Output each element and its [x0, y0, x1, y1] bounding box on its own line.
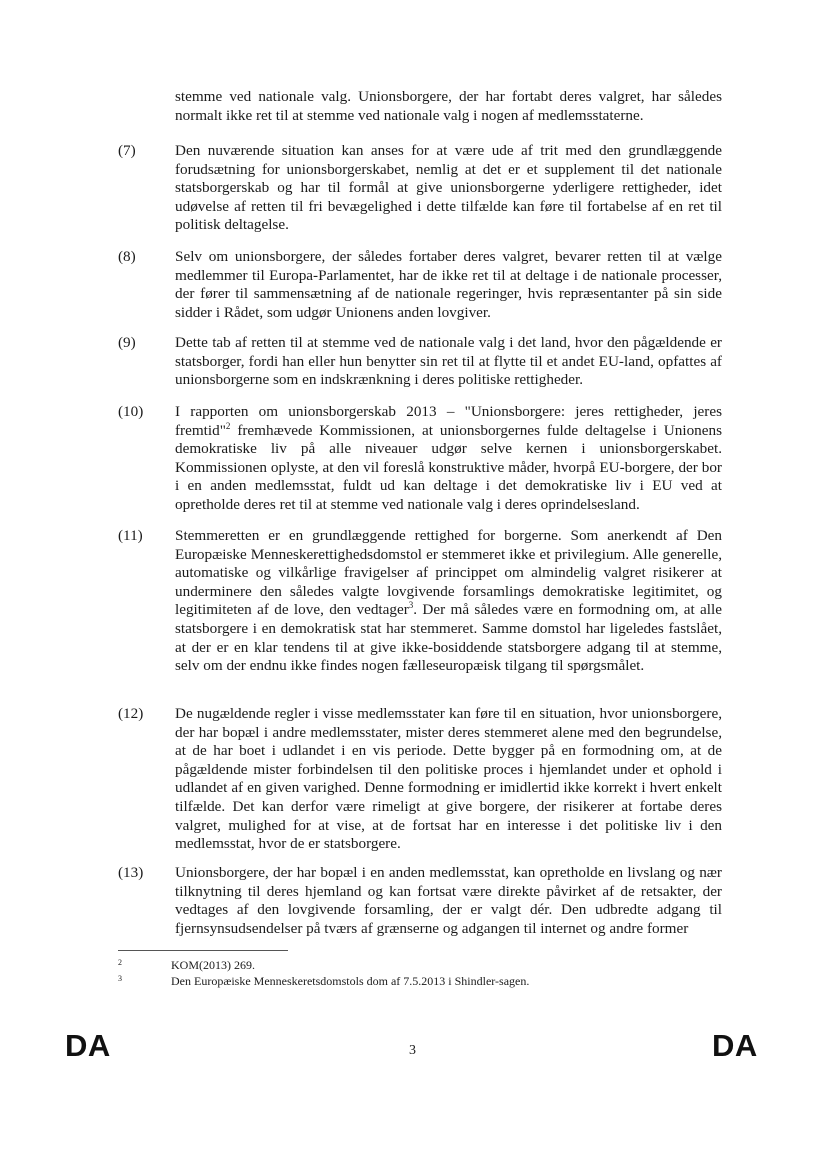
- page-number: 3: [409, 1043, 416, 1058]
- language-code-right: DA: [712, 1028, 758, 1063]
- recital-text: Den nuværende situation kan anses for at være ude af trit med den grundlæggende forudsætning for unionsborgerskabet, nemlig at det er et supplement til det nationale statsborgerskab og har til formål at give unionsborgerne yderligere rettigheder, idet udøvelse af retten til fri bevægelighed i dette tilfælde kan føre til fortabelse af en ret til politisk deltagelse.: [175, 142, 722, 234]
- footnote-number: 3: [118, 974, 122, 983]
- recital-text-part: fremhævede Kommissionen, at unionsborgernes fulde deltagelse i Unionens demokratiske liv på alle niveauer udgør selve kernen i unionsborgerskabet. Kommissionen oplyste, at den vil foreslå konstruktive måder, hvorpå EU-borgere, der bor i en anden medlemsstat, fuldt ud kan deltage i det demokratiske liv i EU ved at opretholde deres ret til at stemme ved nationale valg i deres oprindelsesland.: [175, 421, 722, 513]
- footnote-ref-2[interactable]: 2: [225, 420, 231, 431]
- recital-7: [118, 142, 722, 235]
- recital-number: (9): [118, 334, 136, 351]
- footnote-text: Den Europæiske Menneskeretsdomstols dom af 7.5.2013 i Shindler-sagen.: [171, 974, 530, 988]
- recital-number: (13): [118, 864, 144, 881]
- recital-text: De nugældende regler i visse medlemsstater kan føre til en situation, hvor unionsborgere, der har bopæl i andre medlemsstater, mister deres stemmeret alene med den begrundelse, at de har boet i udlandet i en vis periode. Dette bygger på en formodning om, at de pågældende mister forbindelsen til den politiske proces i hjemlandet under et ophold i udlandet af en given varighed. Denne formodning er imidlertid ikke korrekt i hvert enkelt tilfælde. Det kan derfor være rimeligt at give borgere, der risikerer at fortabe deres valgret, mulighed for at vise, at de fortsat har en interesse i det politiske liv i den medlemsstat, hvor de er statsborgere.: [175, 705, 722, 853]
- recital-10: [118, 403, 722, 515]
- footnote-ref-3[interactable]: 3: [408, 600, 414, 611]
- recital-text: Dette tab af retten til at stemme ved de nationale valg i det land, hvor den pågældende er statsborger, fordi han eller hun benytter sin ret til at flytte til et andet EU-land, opfattes af unionsborgerne som en indskrænkning i deres politiske rettigheder.: [175, 334, 722, 389]
- recital-11: [118, 527, 722, 676]
- footnote-2: [118, 958, 718, 973]
- recital-text: Selv om unionsborgere, der således fortaber deres valgret, bevarer retten til at vælge medlemmer til Europa-Parlamentet, har de ikke ret til at deltage i de nationale processer, der fører til sammensætning af de nationale regeringer, hvis repræsentanter på sin side sidder i Rådet, som udgør Unionens anden lovgiver.: [175, 248, 722, 321]
- recital-text: [175, 403, 722, 515]
- footnote-text: KOM(2013) 269.: [171, 958, 255, 972]
- recital-number: (7): [118, 142, 136, 159]
- recital-text-part: . Der må således være en formodning om, at alle statsborgere i en demokratisk stat har stemmeret. Samme domstol har ligeledes fastslået, at der er en klar tendens til at give ikke-bosiddende statsborgere adgang til at stemme, selv om der endnu ikke findes nogen fælleseuropæisk tilgang til spørgsmålet.: [175, 601, 722, 675]
- recital-text: [175, 527, 722, 676]
- language-code-left: DA: [65, 1028, 111, 1063]
- recital-8: [118, 248, 722, 322]
- footnote-number: 2: [118, 958, 122, 967]
- recital-text-part: I rapporten om unionsborgerskab 2013 – "Unionsborgere: jeres rettigheder, jeres fremtid": [175, 403, 722, 439]
- recital-9: [118, 334, 722, 390]
- recital-13: [118, 864, 722, 938]
- recital-number: (8): [118, 248, 136, 265]
- recital-number: (10): [118, 403, 144, 420]
- recital-12: [118, 705, 722, 854]
- footnote-3: [118, 974, 718, 989]
- footnote-separator: [118, 950, 288, 951]
- recital-text-part: Stemmeretten er en grundlæggende rettighed for borgerne. Som anerkendt af Den Europæiske Menneskerettighedsdomstol er stemmeret ikke et privilegium. Alle generelle, automatiske og vilkårlige fravigelser af princippet om almindelig valgret risikerer at underminere den således valgte lovgivende forsamlings demokratiske legitimitet, og legitimiteten af de love, den vedtager: [175, 527, 722, 619]
- intro-paragraph: stemme ved nationale valg. Unionsborgere, der har fortabt deres valgret, har således normalt ikke ret til at stemme ved nationale valg i nogen af medlemsstaterne.: [175, 88, 722, 124]
- recital-number: (11): [118, 527, 143, 544]
- recital-number: (12): [118, 705, 144, 722]
- recital-text: Unionsborgere, der har bopæl i en anden medlemsstat, kan opretholde en livslang og nær tilknytning til deres hjemland og kan fortsat være direkte påvirket af de retsakter, der vedtages af den lovgivende forsamling, der er valgt dér. Den udbredte adgang til fjernsynsudsendelser på tværs af grænserne og adgangen til internet og andre former: [175, 864, 722, 937]
